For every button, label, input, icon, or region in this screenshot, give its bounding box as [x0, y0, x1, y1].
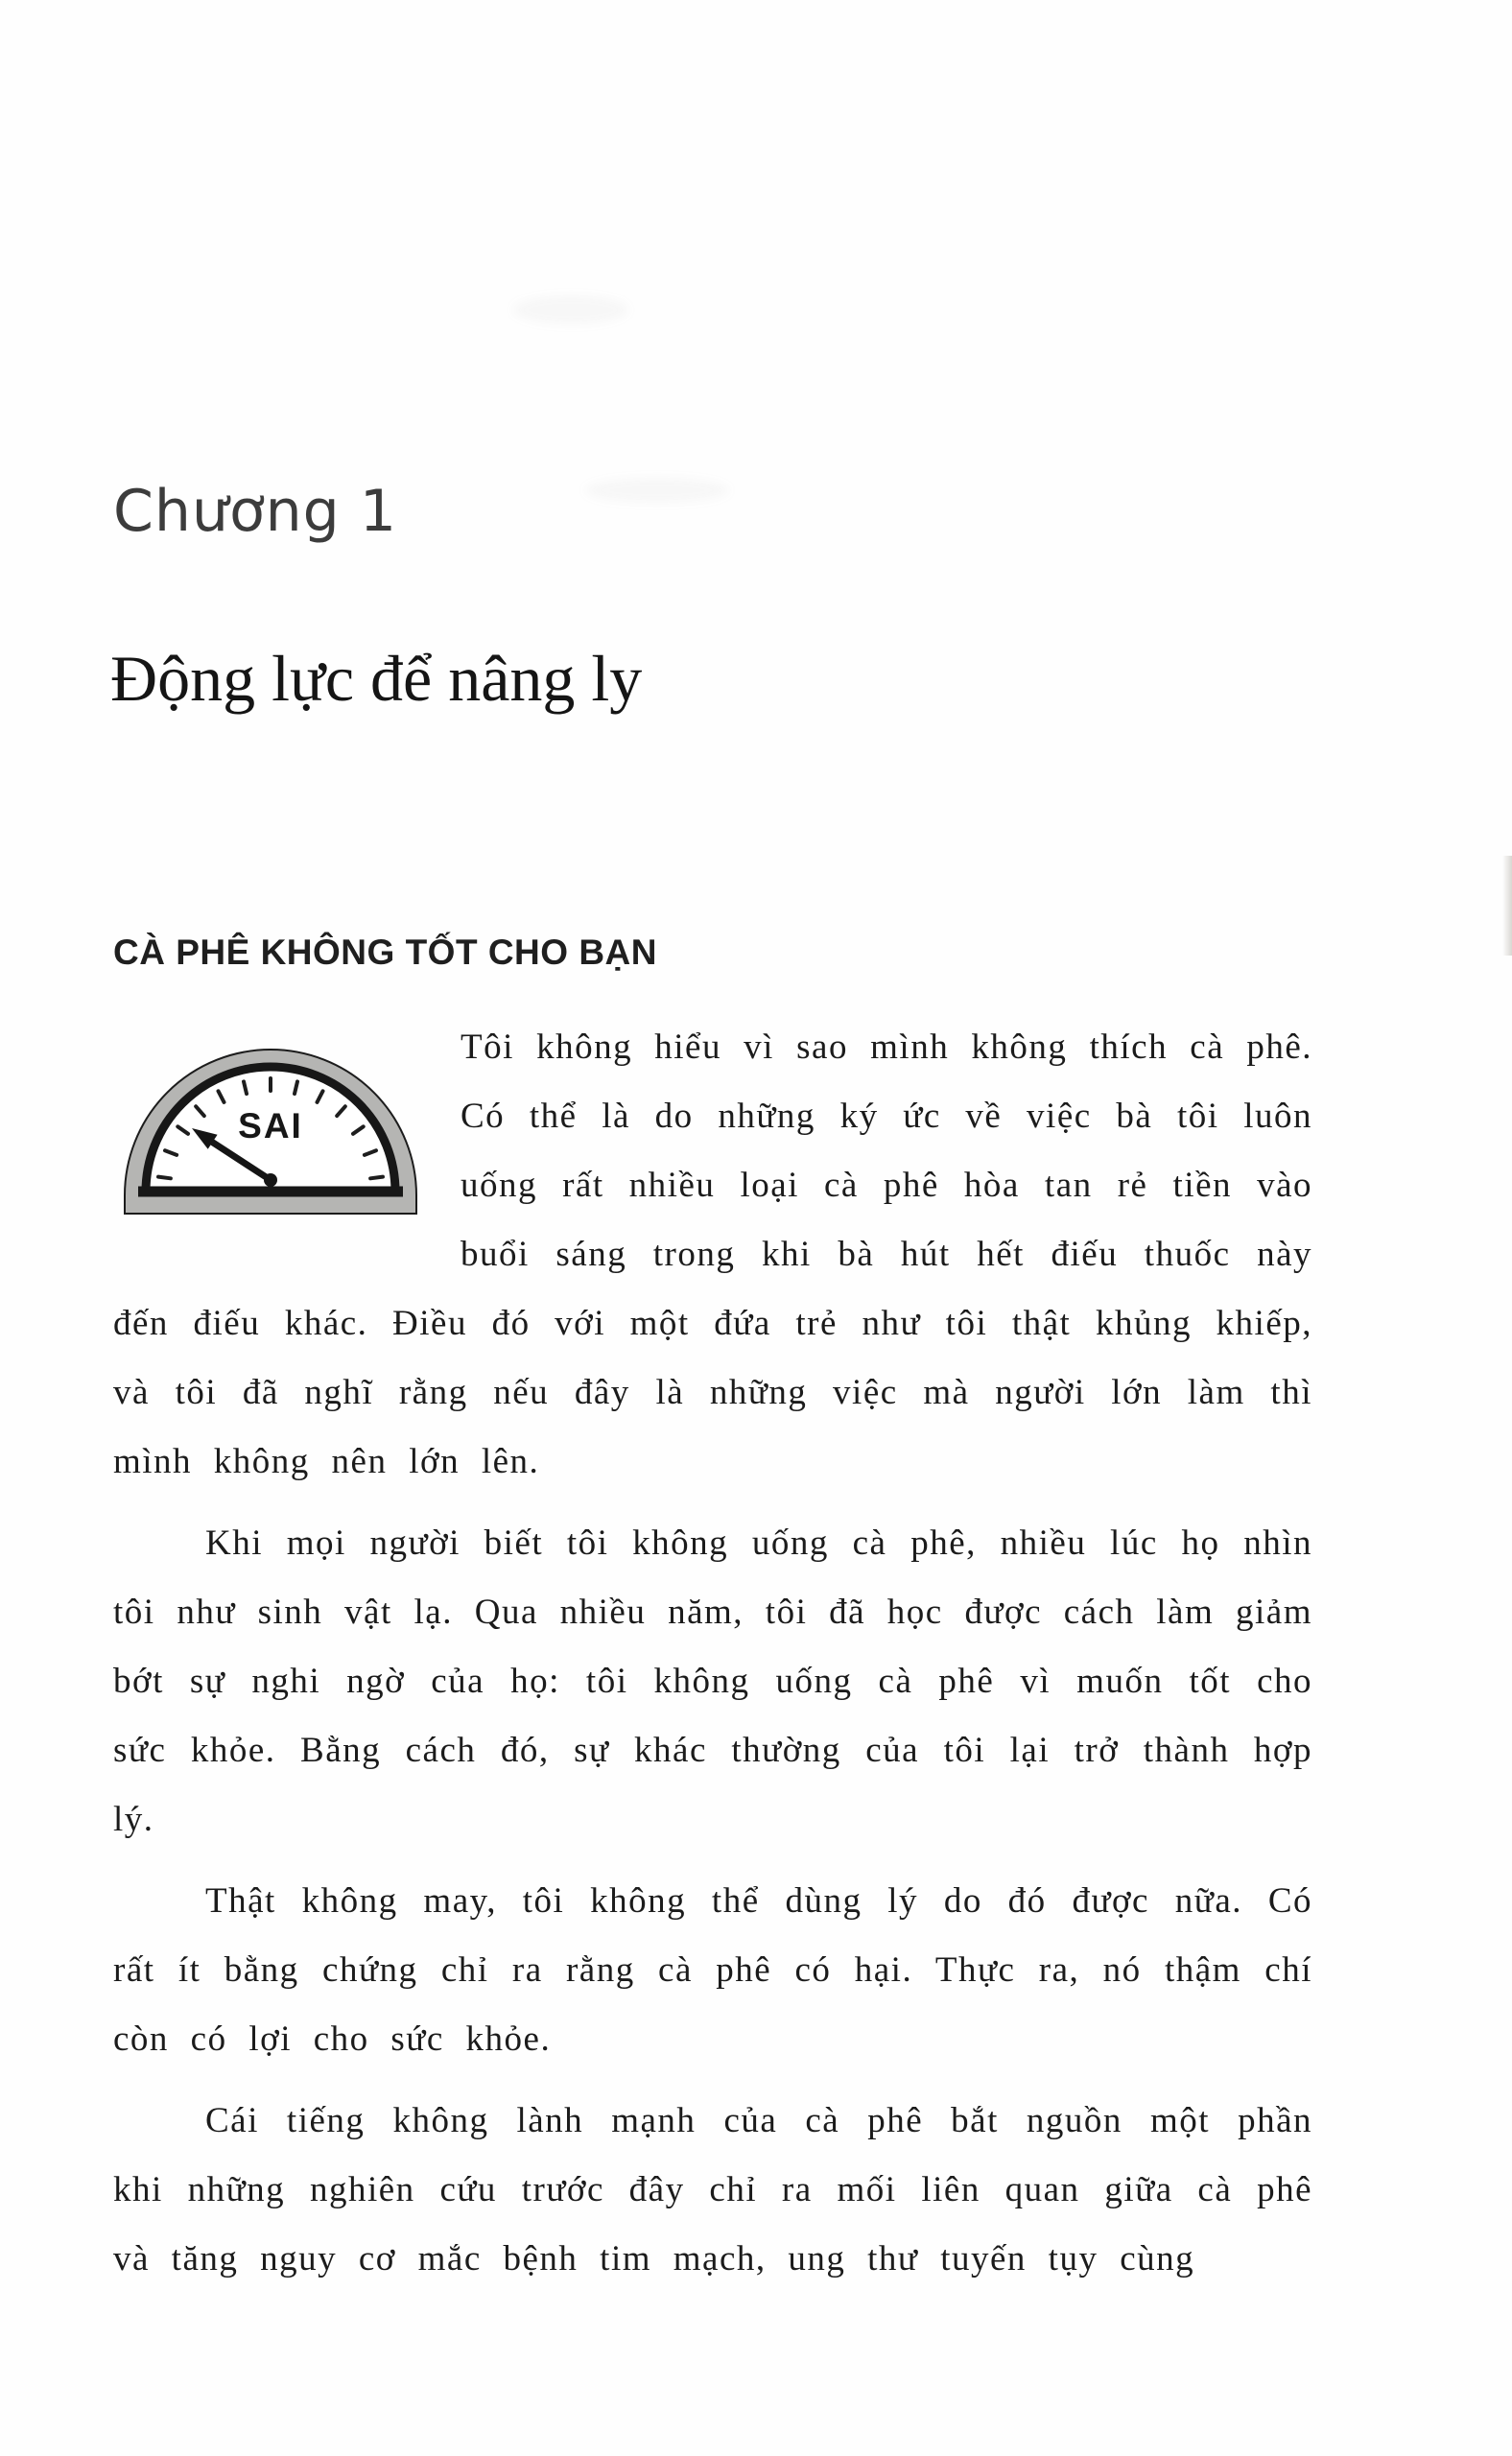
chapter-kicker: Chương 1: [113, 478, 398, 545]
scan-smudge: [585, 478, 729, 503]
wrong-gauge-illustration: [121, 1038, 420, 1216]
scan-smudge: [513, 295, 628, 324]
paragraph-3: Thật không may, tôi không thể dùng lý do đó được nữa. Có rất ít bằng chứng chỉ ra rằng cà phê có hại. Thực ra, nó thậm chí còn có lợi cho sức khỏe.: [113, 1881, 1312, 2059]
paragraph-4: Cái tiếng không lành mạnh của cà phê bắt nguồn một phần khi những nghiên cứu trước đây chỉ ra mối liên quan giữa cà phê và tăng nguy cơ mắc bệnh tim mạch, ung thư tuyến tụy cùng: [113, 2101, 1312, 2279]
paragraph-2: Khi mọi người biết tôi không uống cà phê, nhiều lúc họ nhìn tôi như sinh vật lạ. Qua nhiều năm, tôi đã học được cách làm giảm bớt sự nghi ngờ của họ: tôi không uống cà phê vì muốn tốt cho sức khỏe. Bằng cách đó, sự khác thường của tôi lại trở thành hợp lý.: [113, 1523, 1312, 1839]
section-heading: CÀ PHÊ KHÔNG TỐT CHO BẠN: [113, 933, 657, 972]
gauge-meter-icon: [121, 1038, 420, 1216]
chapter-title: Động lực để nâng ly: [110, 642, 643, 715]
scan-artifact-right-edge: [1502, 856, 1512, 956]
body-text: [113, 1013, 1312, 2306]
gauge-label: SAI: [238, 1106, 303, 1145]
paragraph-1: Tôi không hiểu vì sao mình không thích cà phê. Có thể là do những ký ức về việc bà tôi luôn uống rất nhiều loại cà phê hòa tan rẻ tiền vào buổi sáng trong khi bà hút hết điếu thuốc này đến điếu khác. Điều đó với một đứa trẻ như tôi thật khủng khiếp, và tôi đã nghĩ rằng nếu đây là những việc mà người lớn làm thì mình không nên lớn lên.: [113, 1027, 1312, 1481]
